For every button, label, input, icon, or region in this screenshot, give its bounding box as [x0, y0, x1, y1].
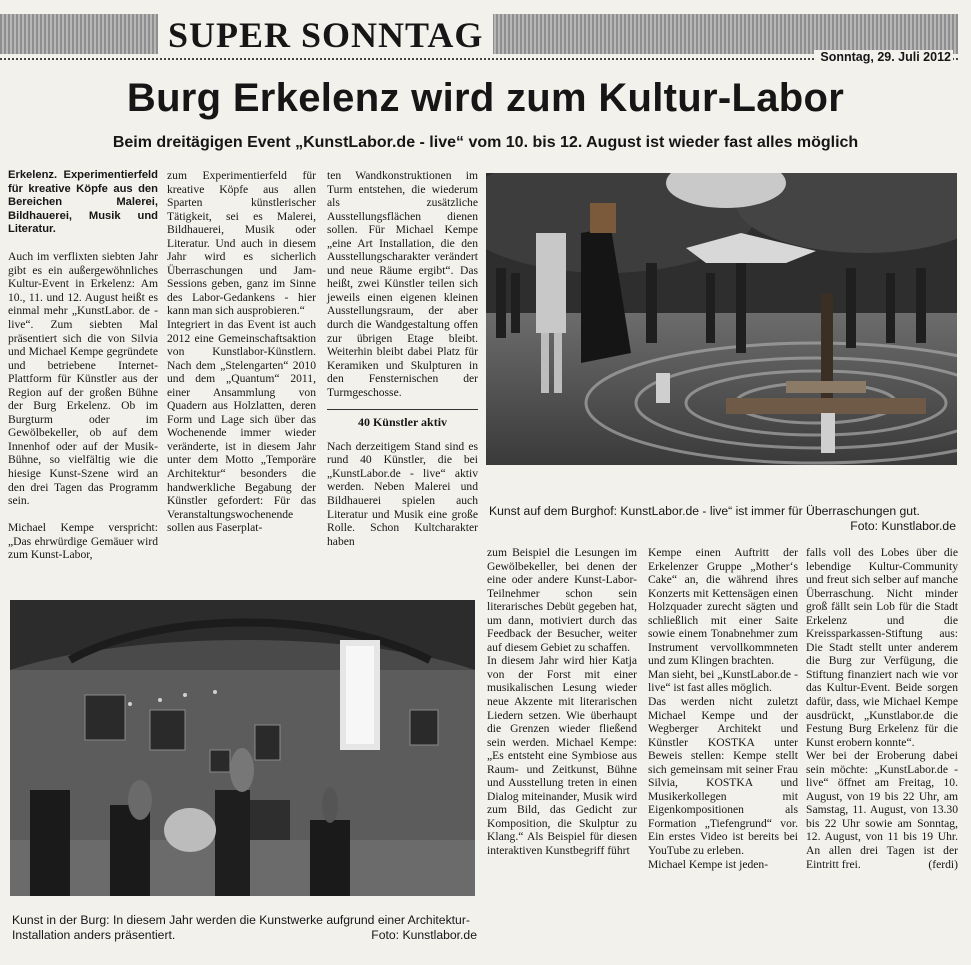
article-paragraph: Michael Kempe verspricht: „Das ehrwürdige Gemäuer wird zum Kunst-Labor,	[8, 521, 158, 562]
article-lead: Erkelenz. Experimentierfeld für kreative Köpfe aus den Bereichen Malerei, Bildhauerei, Musik und Literatur.	[8, 169, 158, 236]
photo-burghof	[486, 173, 957, 465]
photo-burg-interior-image	[10, 600, 475, 896]
photo-burg-interior-caption: Kunst in der Burg: In diesem Jahr werden die Kunstwerke aufgrund einer Architektur-Installation anders präsentiert.	[12, 913, 470, 942]
photo-burg-interior-credit: Foto: Kunstlabor.de	[371, 928, 477, 942]
article-column-1	[8, 169, 158, 562]
article-subheadline: Beim dreitägigen Event „KunstLabor.de - live“ vom 10. bis 12. August ist wieder fast alles möglich	[112, 134, 859, 151]
article-paragraph: ten Wandkonstruktionen im Turm entstehen, die wiederum als zusätzliche Ausstellungsflächen dienen sollen. Für Michael Kempe „eine Art Installation, die den Ausstellungscharakter verändert und neue Räume ergibt“. Das heißt, zwei Künstler teilen sich jeweils einen eigenen kleinen Ausstellungsraum, der aber durch die Wandgestaltung offen zur übrigen Etage bleibt. Weiterhin bleibt dabei Platz für Keramiken und Skulpturen in den Fensternischen der Turmgeschosse.	[327, 169, 478, 399]
article-column-4	[487, 546, 637, 858]
article-paragraph	[806, 749, 958, 871]
photo-burg-interior	[10, 600, 475, 896]
photo-burghof-image	[486, 173, 957, 465]
article-paragraph: falls voll des Lobes über die lebendige Kultur-Community und freut sich selber auf manche Überraschung. Nicht minder groß fällt sein Lob für die Stadt Erkelenz und die Kreissparkassen-Stiftung aus: Die Stadt stellt unter anderem die Burg zur Verfügung, die Stiftung finanziert nach wie vor das Kultur-Event. Beide sorgen dafür, dass, wie Michael Kempe ausdrückt, „Kunstlabor.de die Festung Burg Erkelenz für die Kunst erobern konnte“.	[806, 546, 958, 749]
article-paragraph: Auch im verflixten siebten Jahr gibt es ein außergewöhnliches Kultur-Event in Erkelenz: Am 10., 11. und 12. August heißt es einmal mehr „KunstLabor. de - live“. Zum siebten Mal präsentiert sich die von Silvia und Michael Kempe gegründete und betriebene Internet-Plattform für Künstler aus der Region auf der großen Bühne der Burg Erkelenz. Ob im Burgturm oder im Gewölbekeller, ob auf dem Innenhof oder auf der Musik-Bühne, so vielfältig wie die hiesige Kunst-Szene wird an den drei Tagen das Programm sein.	[8, 250, 158, 508]
article-column-2	[167, 169, 316, 535]
article-paragraph: Man sieht, bei „KunstLabor.de - live“ ist fast alles möglich.	[648, 667, 798, 695]
crosshead-rule	[327, 409, 478, 410]
article-paragraph: Nach derzeitigem Stand sind es rund 40 Künstler, die bei „KunstLabor.de - live“ aktiv werden. Neben Malerei und Bildhauerei spielen auch Literatur und Musik eine große Rolle. Schon Kultcharakter haben	[327, 439, 478, 548]
article-paragraph: zum Experimentierfeld für kreative Köpfe aus allen Sparten künstlerischer Tätigkeit, sei es Malerei, Bildhauerei, Musik oder Literatur. Und auch in diesem Jahr wird es sicherlich Überraschungen und Jam-Sessions geben, ganz im Sinne des Labor-Gedankens - hier kann man sich ausprobieren.“	[167, 169, 316, 318]
article-paragraph: Das werden nicht zuletzt Michael Kempe und der Wegberger Architekt und Künstler KOSTKA unter Beweis stellen: Kempe stellt sich gemeinsam mit seiner Frau Silvia, KOSTKA und Musikerkollegen mit Eigenkompositionen als Formation „Tiefengrund“ vor. Ein erstes Video ist bereits bei YouTube zu erleben.	[648, 695, 798, 858]
article-column-3	[327, 169, 478, 548]
crosshead: 40 Künstler aktiv	[357, 415, 448, 430]
photo-burghof-credit: Foto: Kunstlabor.de	[850, 519, 956, 533]
article-column-5	[648, 546, 798, 871]
author-signature: (ferdi)	[928, 857, 958, 871]
article-paragraph: Integriert in das Event ist auch 2012 eine Gemeinschaftsaktion von Kunstlabor-Künstlern. Nach dem „Stelengarten“ 2010 und dem „Quantum“ 2011, einer Ansammlung von Quadern aus Holzlatten, deren Form und Lage sich über das Wochenende immer wieder veränderte, ist in diesem Jahr unter dem Motto „Temporäre Architektur“ besonders die handwerkliche Begabung der Künstler gefordert: Für das Veranstaltungswochenende sollen aus Faserplat-	[167, 318, 316, 535]
article-column-6	[806, 546, 958, 871]
photo-burghof-caption: Kunst auf dem Burghof: KunstLabor.de - live“ ist immer für Überraschungen gut.	[489, 504, 920, 518]
issue-date: Sonntag, 29. Juli 2012	[814, 50, 953, 64]
article-headline: Burg Erkelenz wird zum Kultur-Labor	[126, 76, 845, 120]
article-paragraph-text: Wer bei der Eroberung dabei sein möchte: „KunstLabor.de - live“ öffnet am Freitag, 10. August, von 19 bis 22 Uhr, am Samstag, 11. August, von 13.30 bis 22 Uhr sowie am Sonntag, 12. August, von 11 bis 19 Uhr. An allen drei Tagen ist der Eintritt frei.	[806, 749, 958, 871]
article-paragraph: Kempe einen Auftritt der Erkelenzer Gruppe „Mother‘s Cake“ an, die während ihres Konzerts mit Kettensägen einen Holzquader zurecht sägten und schließlich mit einer Saite sowie einem Tonabnehmer zum Instrument vervollkommneten und zum Klingen brachten.	[648, 546, 798, 668]
article-paragraph: Michael Kempe ist jeden-	[648, 857, 769, 871]
article-paragraph: zum Beispiel die Lesungen im Gewölbekeller, bei denen der eine oder andere Kunst-Labor-Teilnehmer schon sein literarisches Debüt gegeben hat, um dann, motiviert durch das Feedback der Besucher, weiter auf diesem Gebiet zu schaffen.	[487, 546, 637, 654]
article-paragraph: In diesem Jahr wird hier Katja von der Forst mit einer musikalischen Lesung wieder neue Akzente mit literarischen Liedern setzen. Wie überhaupt die Grenzen wieder fließend sein werden. Michael Kempe: „Es entsteht eine Symbiose aus Raum- und Zeitkunst, Bühne und Ausstellung treten in einen Dialog miteinander, Musik wird zum Bild, das Gedicht zur Komposition, die Skulptur zu Klang.“ Als Beispiel für diesen interaktiven Kunstbegriff führt	[487, 654, 637, 858]
masthead-title: SUPER SONNTAG	[158, 14, 493, 54]
